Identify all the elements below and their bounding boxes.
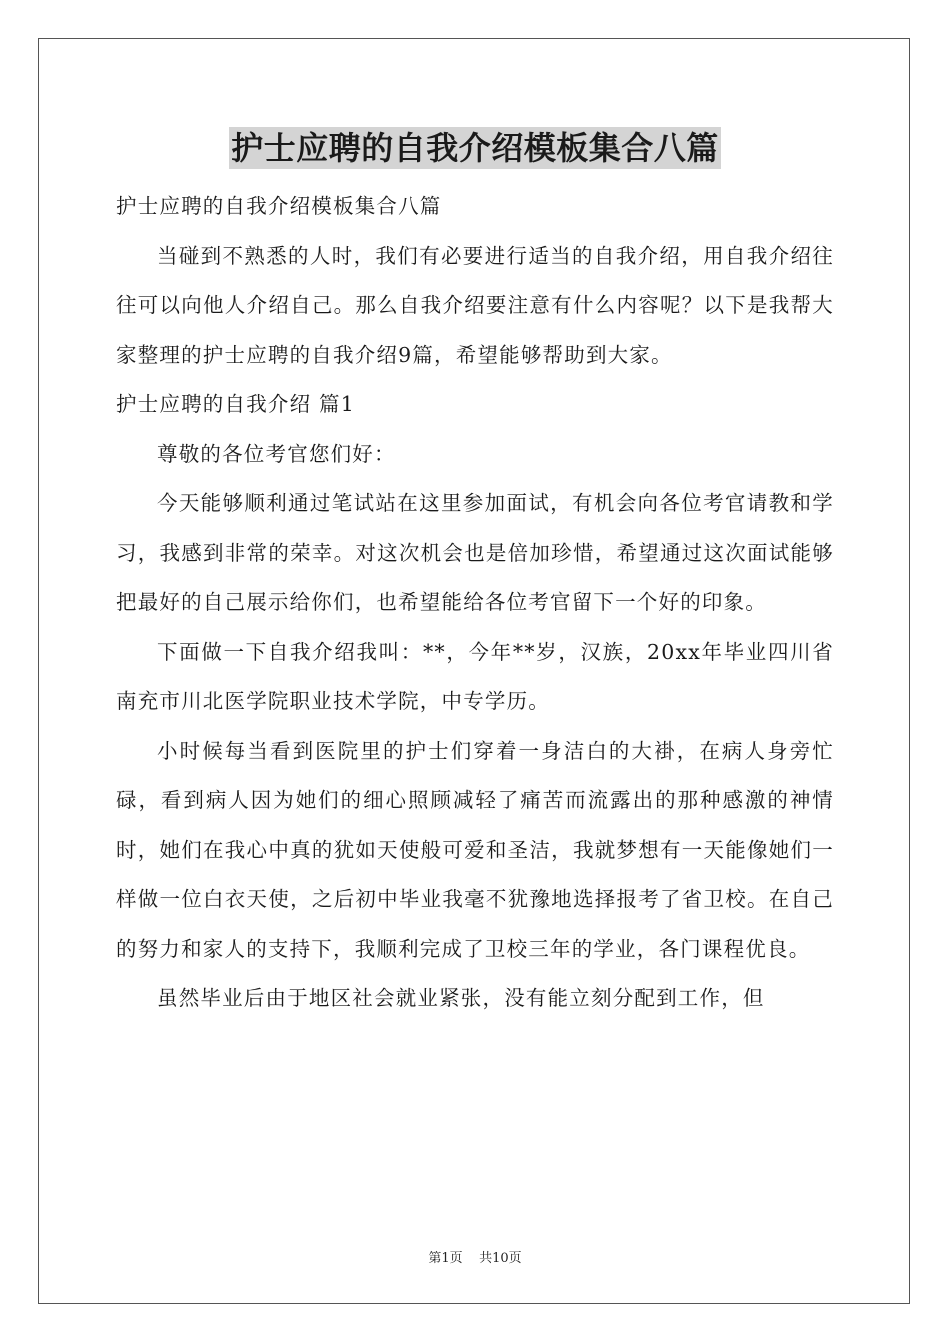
page-number: 第1页 共10页: [428, 1251, 522, 1266]
document-title: 护士应聘的自我介绍模板集合八篇: [231, 129, 719, 167]
paragraph: 当碰到不熟悉的人时，我们有必要进行适当的自我介绍，用自我介绍往往可以向他人介绍自己。那么自我介绍要注意有什么内容呢？以下是我帮大家整理的护士应聘的自我介绍9篇，希望能够帮助到大家。: [116, 243, 834, 367]
document-body: [116, 182, 834, 1024]
paragraph: 下面做一下自我介绍我叫：**，今年**岁，汉族，20xx年毕业四川省南充市川北医学院职业技术学院，中专学历。: [116, 639, 834, 713]
page-footer: [0, 1247, 950, 1266]
section-heading: 护士应聘的自我介绍 篇1: [116, 392, 355, 416]
paragraph: 今天能够顺利通过笔试站在这里参加面试，有机会向各位考官请教和学习，我感到非常的荣幸。对这次机会也是倍加珍惜，希望通过这次面试能够把最好的自己展示给你们，也希望能给各位考官留下一个好的印象。: [116, 491, 834, 614]
paragraph: 护士应聘的自我介绍模板集合八篇: [116, 194, 442, 218]
paragraph: 尊敬的各位考官您们好：: [157, 441, 396, 466]
paragraph: 虽然毕业后由于地区社会就业紧张，没有能立刻分配到工作，但: [157, 986, 765, 1010]
title-container: [0, 127, 950, 169]
paragraph: 小时候每当看到医院里的护士们穿着一身洁白的大褂，在病人身旁忙碌，看到病人因为她们的细心照顾减轻了痛苦而流露出的那种感激的神情时，她们在我心中真的犹如天使般可爱和圣洁，我就梦想有一天能像她们一样做一位白衣天使，之后初中毕业我毫不犹豫地选择报考了省卫校。在自己的努力和家人的支持下，我顺利完成了卫校三年的学业，各门课程优良。: [116, 738, 834, 961]
